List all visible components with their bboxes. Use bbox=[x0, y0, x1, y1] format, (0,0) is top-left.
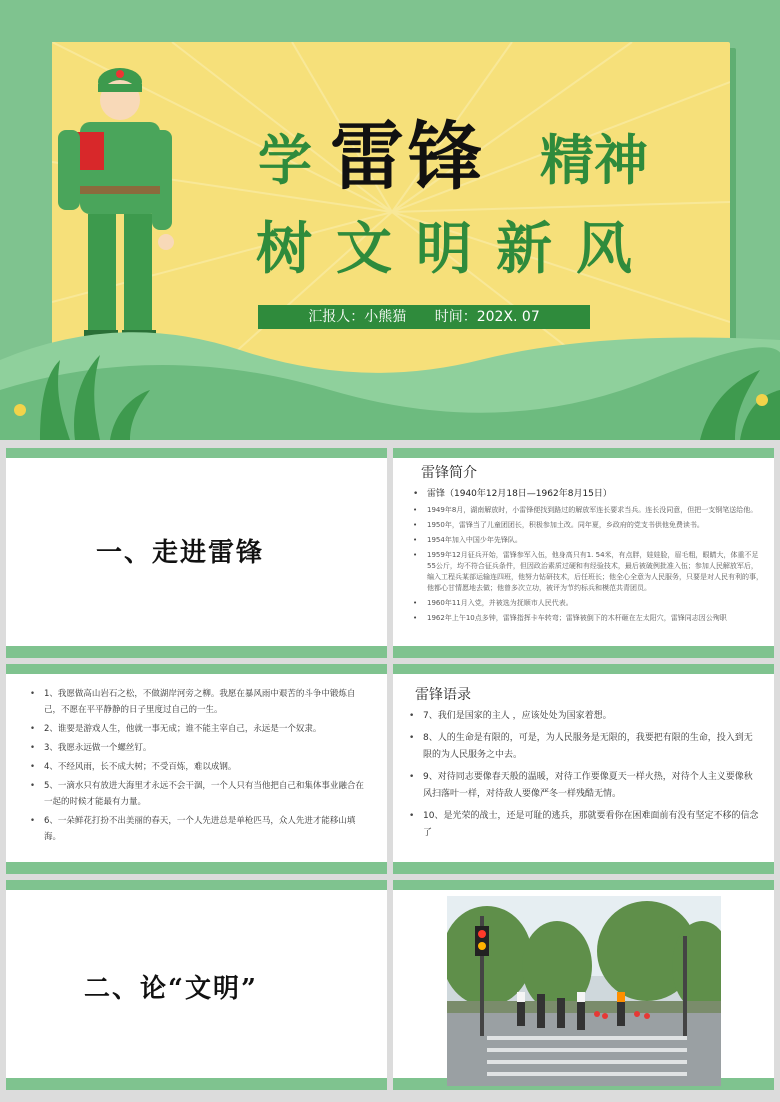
slide-title: 雷锋语录 bbox=[415, 687, 471, 703]
list-item: • 4、不经风雨，长不成大树；不受百炼，难以成钢。 bbox=[30, 759, 370, 775]
bottom-band bbox=[393, 862, 774, 874]
slide-leifeng-bio[interactable] bbox=[393, 448, 774, 658]
list-item: • 6、一朵鲜花打扮不出美丽的春天，一个人先进总是单枪匹马，众人先进才能移山填海。 bbox=[30, 813, 370, 845]
time-label: 时间：202X. 07 bbox=[434, 309, 540, 325]
list-item: • 1、我愿做高山岩石之松，不做湖岸河旁之柳。我愿在暴风雨中艰苦的斗争中锻炼自己，不愿在平平静静的日子里度过自己的一生。 bbox=[30, 686, 370, 718]
list-item: • 3、我愿永远做一个螺丝钉。 bbox=[30, 740, 370, 756]
top-band bbox=[6, 880, 387, 890]
bottom-band bbox=[6, 646, 387, 658]
slide-section-1[interactable] bbox=[6, 448, 387, 658]
bio-list bbox=[413, 488, 763, 628]
list-item: • 1949年8月，湖南解放时，小雷锋便找到路过的解放军连长要求当兵。连长没同意，但把一支钢笔送给他。 bbox=[413, 505, 763, 516]
top-band bbox=[6, 448, 387, 458]
bottom-band bbox=[6, 862, 387, 874]
top-band bbox=[393, 664, 774, 674]
bottom-band bbox=[6, 1078, 387, 1090]
list-item: • 雷锋（1940年12月18日—1962年8月15日） bbox=[413, 488, 763, 501]
top-band bbox=[6, 664, 387, 674]
top-band bbox=[393, 448, 774, 458]
section-heading: 二、论“文明” bbox=[84, 974, 258, 1004]
bottom-band bbox=[393, 646, 774, 658]
slide-title: 雷锋简介 bbox=[421, 465, 477, 481]
top-band bbox=[393, 880, 774, 890]
title-subline: 树文明新风 bbox=[256, 217, 656, 282]
slide-quotes-1[interactable] bbox=[6, 664, 387, 874]
list-item: • 1962年上午10点多钟，雷锋指挥卡车转弯；雷锋被倒下的木杆砸在左太阳穴，雷锋同志因公殉职 bbox=[413, 613, 763, 624]
reporter-label: 汇报人：小熊猫 bbox=[308, 309, 407, 325]
quote-list bbox=[409, 708, 759, 847]
green-hills bbox=[0, 300, 780, 440]
slide-quotes-2[interactable] bbox=[393, 664, 774, 874]
list-item: • 10、是光荣的战士，还是可耻的逃兵，那就要看你在困难面前有没有坚定不移的信念了 bbox=[409, 808, 759, 842]
list-item: • 7、我们是国家的主人 ，应该处处为国家着想。 bbox=[409, 708, 759, 725]
list-item: • 1959年12月征兵开始，雷锋参军入伍，他身高只有1. 54米，有点胖，娃娃脸，眉毛粗，眼睛大，体重不足55公斤，均不符合征兵条件，但因政治素质过硬和有经验技术，最后被破例批准入伍；参加人民解放军后，编入工程兵某部运输连四班，他努力钻研技术，后任班长；他全心全意为人民服务，只要是对人民有利的事，他都心甘情愿地去做；他曾多次立功，被评为节约标兵和模范共青团员。 bbox=[413, 550, 763, 594]
title-jingshen: 精神 bbox=[540, 129, 648, 192]
slide-cover[interactable] bbox=[0, 0, 780, 440]
list-item: • 1960年11月入党，并被选为抚顺市人民代表。 bbox=[413, 598, 763, 609]
title-xue: 学 bbox=[258, 129, 312, 192]
list-item: • 5、一滴水只有放进大海里才永远不会干涸，一个人只有当他把自己和集体事业融合在一起的时候才能最有力量。 bbox=[30, 778, 370, 810]
list-item: • 2、谁要是游戏人生，他就一事无成；谁不能主宰自己，永远是一个奴隶。 bbox=[30, 721, 370, 737]
section-heading: 一、走进雷锋 bbox=[96, 538, 265, 568]
street-crossing-photo bbox=[447, 896, 721, 1086]
quote-list bbox=[30, 686, 370, 848]
title-leifeng: 雷锋 bbox=[330, 114, 486, 200]
list-item: • 1950年，雷锋当了儿童团团长，积极参加土改。同年夏，乡政府的党支书供他免费读书。 bbox=[413, 520, 763, 531]
list-item: • 9、对待同志要像春天般的温暖，对待工作要像夏天一样火热，对待个人主义要像秋风扫落叶一样，对待敌人要像严冬一样残酷无情。 bbox=[409, 769, 759, 803]
list-item: • 8、人的生命是有限的，可是，为人民服务是无限的，我要把有限的生命，投入到无限的为人民服务之中去。 bbox=[409, 730, 759, 764]
list-item: • 1954年加入中国少年先锋队。 bbox=[413, 535, 763, 546]
slide-section-2[interactable] bbox=[6, 880, 387, 1090]
